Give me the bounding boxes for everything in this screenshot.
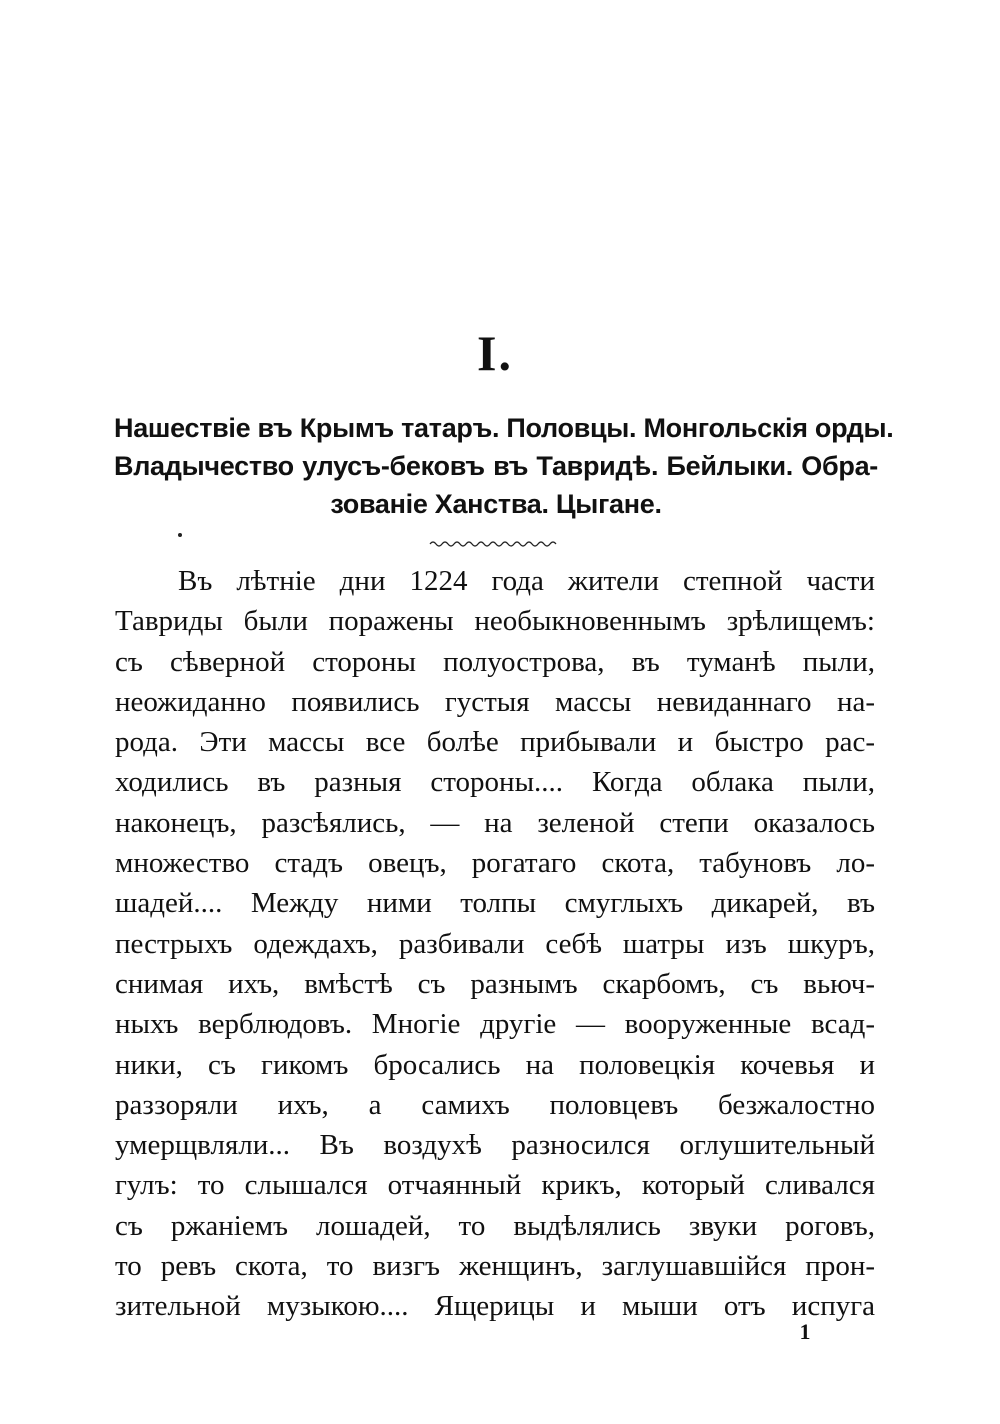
body-text xyxy=(115,561,875,1327)
text-line: съ ржаніемъ лошадей, то выдѣлялись звуки роговъ, xyxy=(115,1209,875,1242)
wavy-ornament-divider xyxy=(428,538,558,550)
text-line: Въ лѣтніе дни 1224 года жители степной части xyxy=(178,565,875,597)
chapter-heading xyxy=(114,409,894,523)
text-line: то ревъ скота, то визгъ женщинъ, заглушавшійся прон- xyxy=(115,1250,875,1283)
text-line: гулъ: то слышался отчаянный крикъ, который сливался xyxy=(115,1169,875,1202)
text-line: неожиданно появились густыя массы невиданнаго на- xyxy=(115,685,875,718)
text-line: шадей.... Между ними толпы смуглыхъ дикарей, въ xyxy=(115,887,875,920)
text-line: Тавриды были поражены необыкновеннымъ зрѣлищемъ: xyxy=(115,605,875,638)
page-number: 1 xyxy=(799,1319,811,1344)
text-line: зительной музыкою.... Ящерицы и мыши отъ испуга xyxy=(115,1290,875,1323)
heading-line: зованіе Ханства. Цыгане. xyxy=(330,489,662,519)
text-line: множество стадъ овецъ, рогатаго скота, табуновъ ло- xyxy=(115,847,875,880)
text-line: наконецъ, разсѣялись, — на зеленой степи оказалось xyxy=(115,806,875,839)
heading-line: Владычество улусъ-бековъ въ Тавридѣ. Бейлыки. Обра- xyxy=(114,451,878,481)
text-line: ходились въ разныя стороны.... Когда облака пыли, xyxy=(115,766,875,799)
text-line: умерщвляли... Въ воздухѣ разносился оглушительный xyxy=(115,1129,875,1162)
text-line: съ сѣверной стороны полуострова, въ туманѣ пыли, xyxy=(115,645,875,678)
stray-dot-mark xyxy=(178,533,182,537)
text-line: ныхъ верблюдовъ. Многіе другіе — вооруженные всад- xyxy=(115,1008,875,1041)
text-line: раззоряли ихъ, а самихъ половцевъ безжалостно xyxy=(115,1088,875,1121)
text-line: рода. Эти массы все болѣе прибывали и быстро рас- xyxy=(115,726,875,759)
heading-line: Нашествіе въ Крымъ татаръ. Половцы. Монгольскія орды. xyxy=(114,413,894,443)
text-line: ники, съ гикомъ бросались на половецкія кочевья и xyxy=(115,1048,875,1081)
text-line: пестрыхъ одеждахъ, разбивали себѣ шатры изъ шкуръ, xyxy=(115,927,875,960)
chapter-numeral: I. xyxy=(477,325,513,381)
text-line: снимая ихъ, вмѣстѣ съ разнымъ скарбомъ, съ вьюч- xyxy=(115,967,875,1000)
